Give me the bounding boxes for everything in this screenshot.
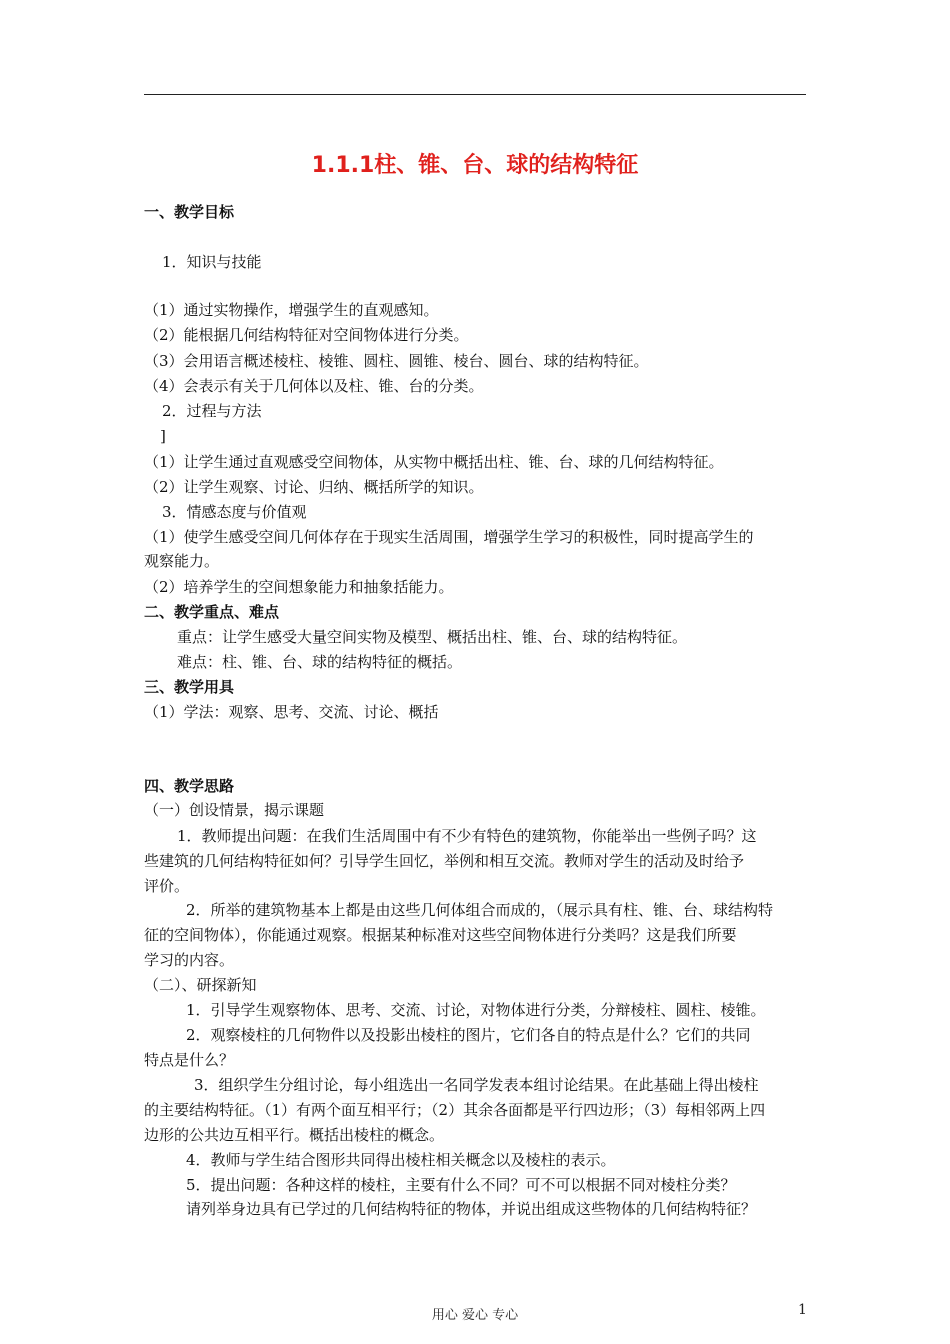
text-line: 4．教师与学生结合图形共同得出棱柱相关概念以及棱柱的表示。 bbox=[186, 1151, 616, 1169]
text-line: 2．所举的建筑物基本上都是由这些几何体组合而成的，（展示具有柱、锥、台、球结构特 bbox=[186, 901, 774, 919]
text-line: 1．教师提出问题：在我们生活周围中有不少有特色的建筑物，你能举出一些例子吗？这 bbox=[177, 827, 757, 845]
text-line: （4）会表示有关于几何体以及柱、锥、台的分类。 bbox=[144, 377, 484, 395]
text-line: （2）能根据几何结构特征对空间物体进行分类。 bbox=[144, 326, 469, 344]
text-line: 些建筑的几何结构特征如何？引导学生回忆，举例和相互交流。教师对学生的活动及时给予 bbox=[144, 852, 745, 870]
text-line: 5．提出问题：各种这样的棱柱，主要有什么不同？可不可以根据不同对棱柱分类？ bbox=[186, 1176, 736, 1194]
text-line: 学习的内容。 bbox=[144, 951, 235, 969]
text-line: 3．组织学生分组讨论，每小组选出一名同学发表本组讨论结果。在此基础上得出棱柱 bbox=[194, 1076, 759, 1094]
stray-mark: ] bbox=[160, 427, 166, 445]
subheading: （一）创设情景，揭示课题 bbox=[144, 801, 325, 819]
subheading: 1．知识与技能 bbox=[162, 253, 262, 271]
section-heading-3: 三、教学用具 bbox=[144, 678, 235, 696]
text-line: 评价。 bbox=[144, 877, 190, 895]
text-line: （2）培养学生的空间想象能力和抽象括能力。 bbox=[144, 578, 454, 596]
text-line: （2）让学生观察、讨论、归纳、概括所学的知识。 bbox=[144, 478, 484, 496]
text-line: （3）会用语言概述棱柱、棱锥、圆柱、圆锥、棱台、圆台、球的结构特征。 bbox=[144, 352, 649, 370]
text-line: （1）学法：观察、思考、交流、讨论、概括 bbox=[144, 703, 439, 721]
page-footer: 用心 爱心 专心 bbox=[431, 1308, 519, 1323]
header-rule bbox=[144, 94, 806, 95]
text-line: 征的空间物体），你能通过观察。根据某种标准对这些空间物体进行分类吗？这是我们所要 bbox=[144, 926, 737, 944]
page-number: 1 bbox=[798, 1302, 807, 1318]
text-line: 边形的公共边互相平行。概括出棱柱的概念。 bbox=[144, 1126, 445, 1144]
section-heading-2: 二、教学重点、难点 bbox=[144, 603, 280, 621]
text-line: 难点：柱、锥、台、球的结构特征的概括。 bbox=[177, 653, 463, 671]
text-line: 2．观察棱柱的几何物件以及投影出棱柱的图片，它们各自的特点是什么？它们的共同 bbox=[186, 1026, 751, 1044]
text-line: （1）通过实物操作，增强学生的直观感知。 bbox=[144, 301, 439, 319]
text-line: 的主要结构特征。（1）有两个面互相平行；（2）其余各面都是平行四边形；（3）每相邻两上四 bbox=[144, 1101, 766, 1119]
text-line: 特点是什么？ bbox=[144, 1051, 235, 1069]
text-line: 1．引导学生观察物体、思考、交流、讨论，对物体进行分类，分辩棱柱、圆柱、棱锥。 bbox=[186, 1001, 766, 1019]
section-heading-4: 四、教学思路 bbox=[144, 777, 235, 795]
subheading: 3．情感态度与价值观 bbox=[162, 503, 307, 521]
text-line: 观察能力。 bbox=[144, 552, 220, 570]
text-line: 重点：让学生感受大量空间实物及模型、概括出柱、锥、台、球的结构特征。 bbox=[177, 628, 688, 646]
subheading: 2．过程与方法 bbox=[162, 402, 262, 420]
text-line: （1）使学生感受空间几何体存在于现实生活周围，增强学生学习的积极性，同时提高学生的 bbox=[144, 528, 754, 546]
text-line: 请列举身边具有已学过的几何结构特征的物体，并说出组成这些物体的几何结构特征？ bbox=[186, 1200, 757, 1218]
subheading: （二）、研探新知 bbox=[144, 976, 257, 994]
text-line: （1）让学生通过直观感受空间物体，从实物中概括出柱、锥、台、球的几何结构特征。 bbox=[144, 453, 724, 471]
page-title: 1.1.1柱、锥、台、球的结构特征 bbox=[311, 153, 639, 178]
section-heading-1: 一、教学目标 bbox=[144, 203, 235, 221]
